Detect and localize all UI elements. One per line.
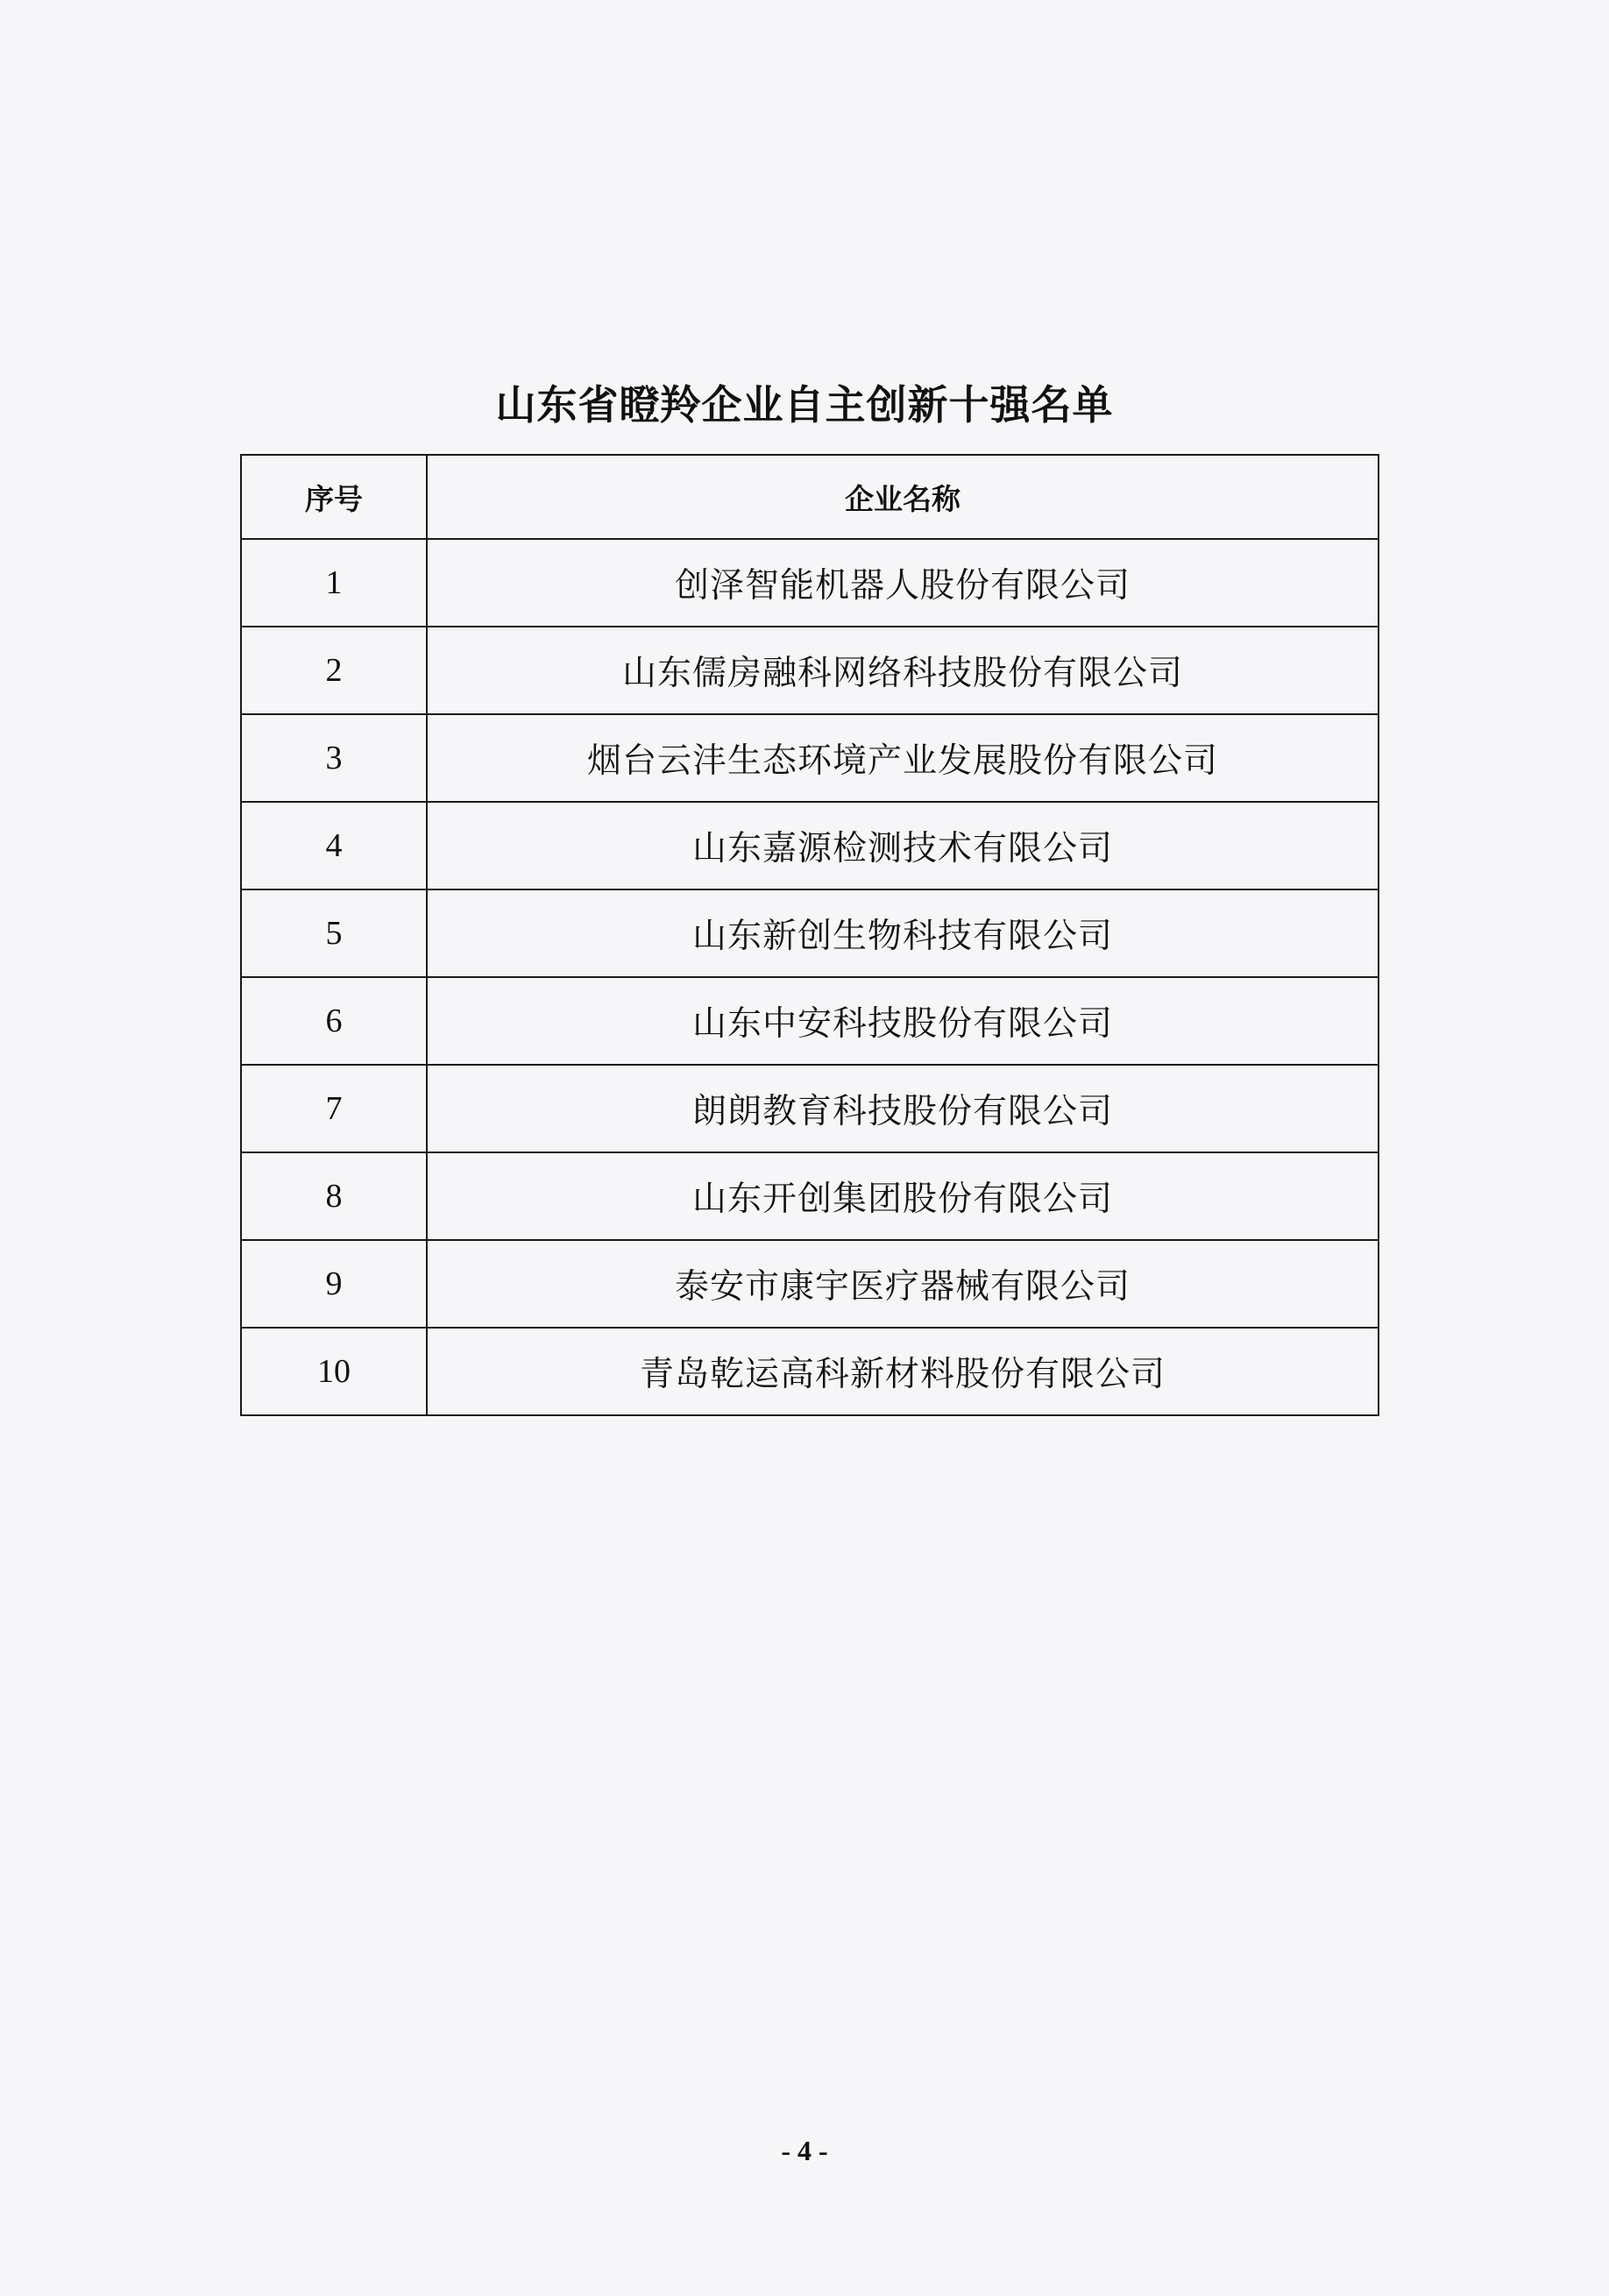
company-name: 山东中安科技股份有限公司 — [427, 977, 1379, 1065]
row-index: 8 — [241, 1152, 427, 1240]
column-header-index: 序号 — [241, 455, 427, 539]
table-row — [241, 627, 1379, 714]
company-name: 山东嘉源检测技术有限公司 — [427, 802, 1379, 889]
table-header-row — [241, 455, 1379, 539]
row-index: 10 — [241, 1328, 427, 1415]
page-title: 山东省瞪羚企业自主创新十强名单 — [495, 381, 1114, 429]
table-row — [241, 977, 1379, 1065]
table-row — [241, 889, 1379, 977]
company-name: 泰安市康宇医疗器械有限公司 — [427, 1240, 1379, 1328]
row-index: 5 — [241, 889, 427, 977]
row-index: 2 — [241, 627, 427, 714]
table-row — [241, 714, 1379, 802]
row-index: 6 — [241, 977, 427, 1065]
column-header-name: 企业名称 — [427, 455, 1379, 539]
page-number: - 4 - — [781, 2135, 828, 2166]
company-name: 山东儒房融科网络科技股份有限公司 — [427, 627, 1379, 714]
row-index: 1 — [241, 539, 427, 627]
company-name: 山东新创生物科技有限公司 — [427, 889, 1379, 977]
company-name: 青岛乾运高科新材料股份有限公司 — [427, 1328, 1379, 1415]
table-row — [241, 1065, 1379, 1152]
row-index: 4 — [241, 802, 427, 889]
company-name: 创泽智能机器人股份有限公司 — [427, 539, 1379, 627]
row-index: 3 — [241, 714, 427, 802]
table-row — [241, 802, 1379, 889]
table-row — [241, 1328, 1379, 1415]
table-row — [241, 539, 1379, 627]
table-row — [241, 1152, 1379, 1240]
row-index: 9 — [241, 1240, 427, 1328]
company-name: 朗朗教育科技股份有限公司 — [427, 1065, 1379, 1152]
table-row — [241, 1240, 1379, 1328]
row-index: 7 — [241, 1065, 427, 1152]
enterprise-list-table — [240, 454, 1379, 1416]
company-name: 烟台云沣生态环境产业发展股份有限公司 — [427, 714, 1379, 802]
company-name: 山东开创集团股份有限公司 — [427, 1152, 1379, 1240]
